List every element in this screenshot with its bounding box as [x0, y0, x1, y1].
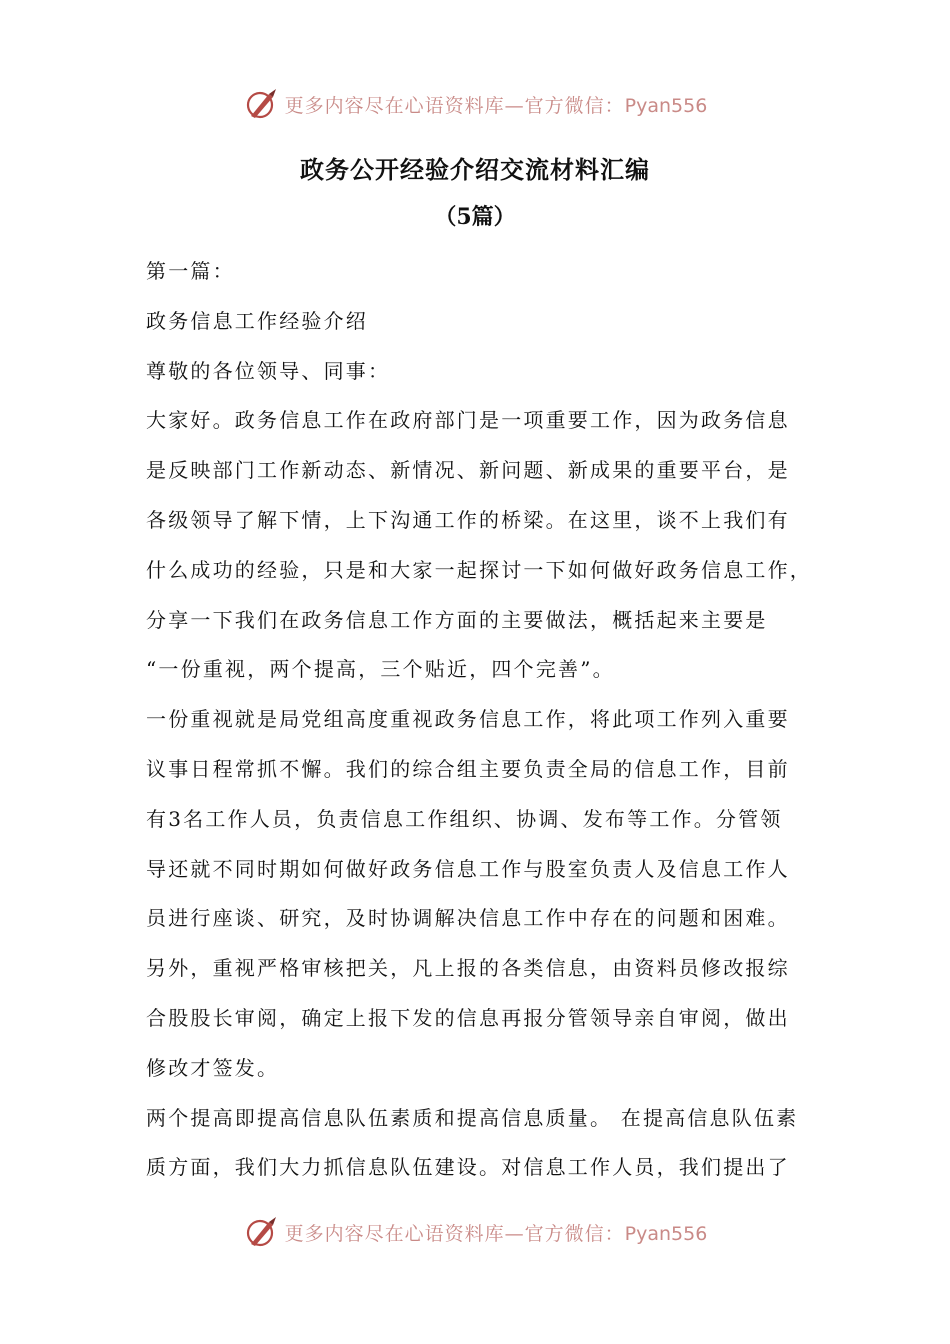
document-subtitle: （5篇）	[434, 204, 516, 230]
text-line: 导还就不同时期如何做好政务信息工作与股室负责人及信息工作人	[146, 856, 790, 881]
watermark-wechat-id: Pyan556	[624, 1222, 708, 1245]
text-line: 尊敬的各位领导、同事：	[146, 358, 391, 383]
watermark-text: 更多内容尽在心语资料库—官方微信：Pyan556	[284, 94, 708, 117]
text-line: 政务信息工作经验介绍	[146, 308, 368, 333]
watermark-text: 更多内容尽在心语资料库—官方微信：Pyan556	[284, 1222, 708, 1245]
text-line: 是反映部门工作新动态、新情况、新问题、新成果的重要平台，是	[146, 458, 790, 483]
pen-logo-icon	[243, 86, 279, 122]
text-line: 有3名工作人员，负责信息工作组织、协调、发布等工作。分管领	[146, 806, 783, 831]
text-line: “一份重视，两个提高，三个贴近，四个完善”。	[146, 657, 615, 682]
text-line: 合股股长审阅，确定上报下发的信息再报分管领导亲自审阅，做出	[146, 1005, 790, 1030]
text-line: 第一篇：	[146, 259, 235, 283]
text-line: 修改才签发。	[146, 1055, 280, 1080]
text-line: 大家好。政务信息工作在政府部门是一项重要工作，因为政务信息	[146, 408, 790, 433]
text-line: 一份重视就是局党组高度重视政务信息工作，将此项工作列入重要	[146, 707, 790, 732]
text-line: 什么成功的经验，只是和大家一起探讨一下如何做好政务信息工作，	[146, 557, 812, 582]
text-line: 各级领导了解下情，上下沟通工作的桥梁。在这里，谈不上我们有	[146, 507, 790, 532]
pen-logo-icon	[243, 1214, 279, 1250]
watermark-wechat-id: Pyan556	[624, 94, 708, 117]
text-line: 质方面，我们大力抓信息队伍建设。对信息工作人员，我们提出了	[146, 1155, 790, 1180]
text-line: 另外，重视严格审核把关，凡上报的各类信息，由资料员修改报综	[146, 956, 790, 981]
text-line: 员进行座谈、研究，及时协调解决信息工作中存在的问题和困难。	[146, 906, 790, 931]
text-line: 分享一下我们在政务信息工作方面的主要做法，概括起来主要是	[146, 607, 768, 632]
watermark-footer	[0, 1212, 950, 1252]
text-line: 两个提高即提高信息队伍素质和提高信息质量。 在提高信息队伍素	[146, 1105, 799, 1130]
document-body	[146, 247, 810, 1193]
document-title: 政务公开经验介绍交流材料汇编	[300, 155, 650, 184]
watermark-header	[0, 84, 950, 124]
text-line: 议事日程常抓不懈。我们的综合组主要负责全局的信息工作，目前	[146, 756, 790, 781]
